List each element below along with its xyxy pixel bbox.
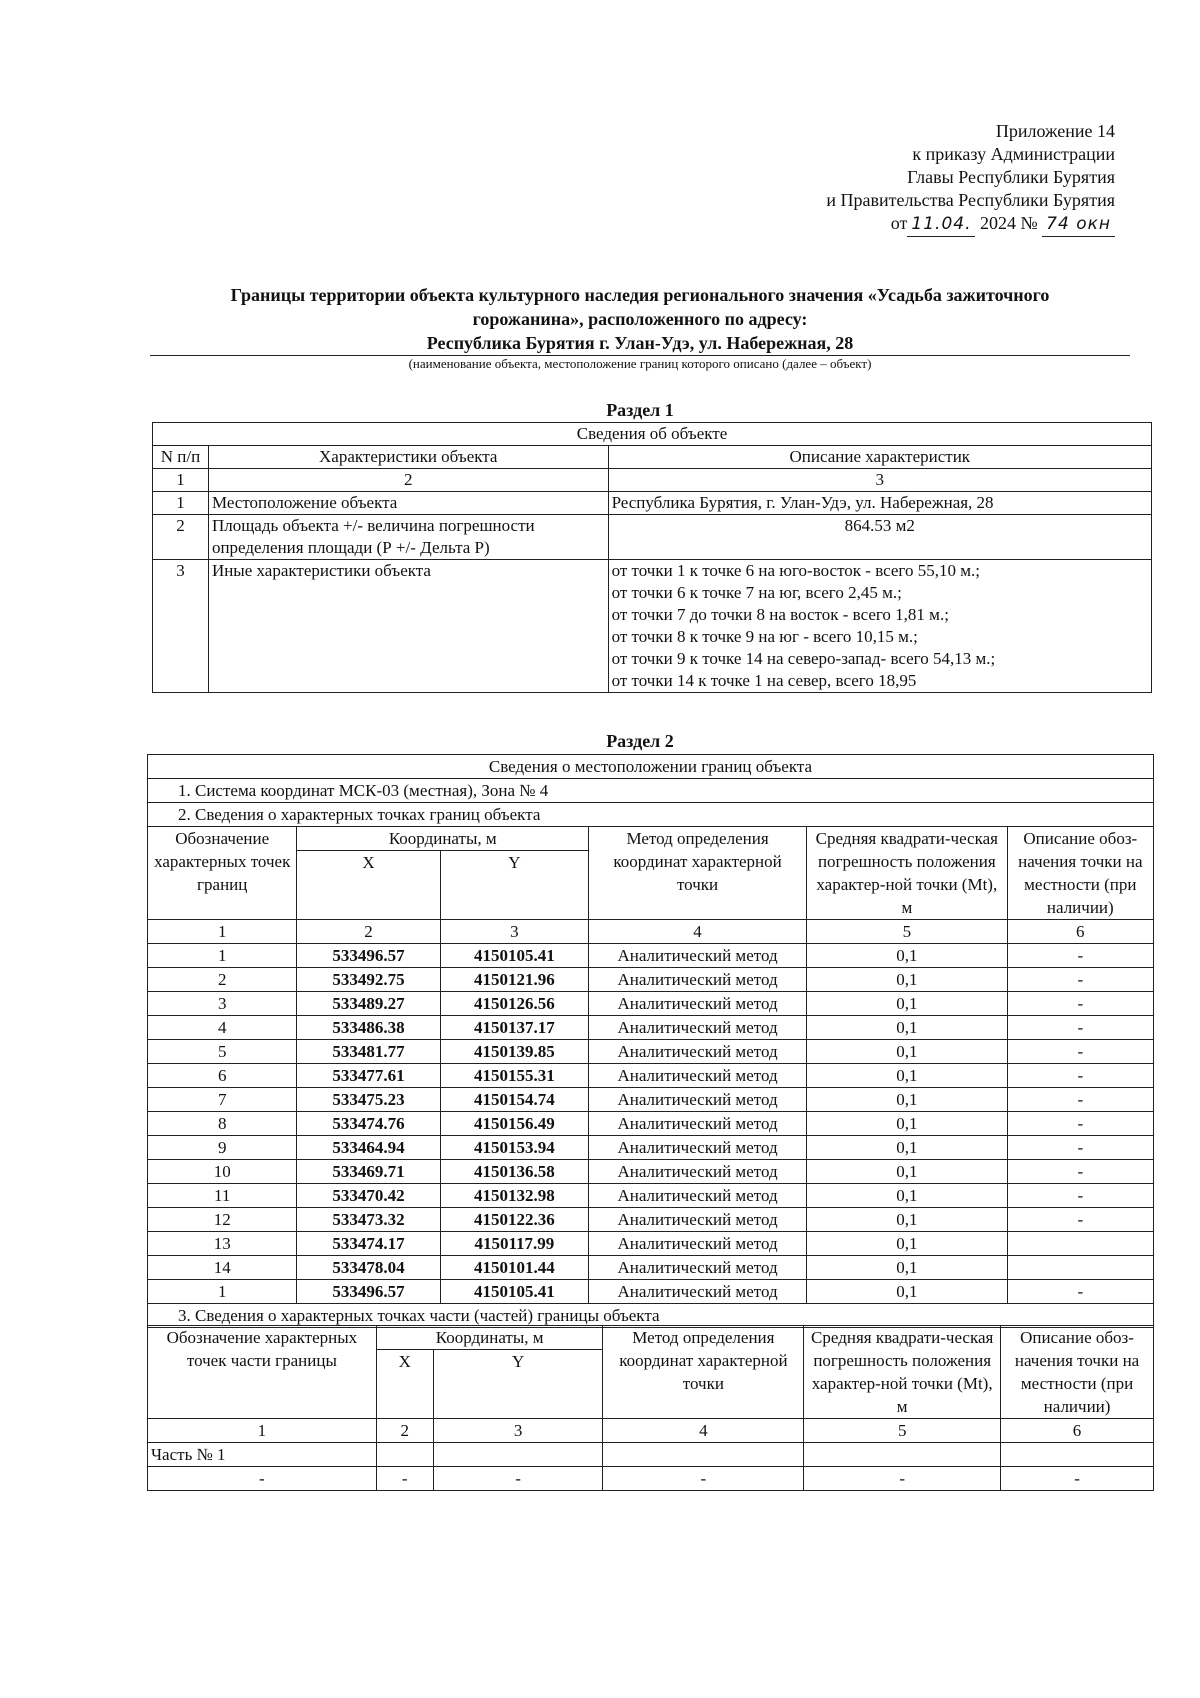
desc-line: от точки 8 к точке 9 на юг - всего 10,15 м.; <box>611 627 918 646</box>
coord-y: 4150139.85 <box>440 1040 588 1064</box>
section2-table-title: Сведения о местоположении границ объекта <box>148 755 1154 779</box>
coord-y: 4150121.96 <box>440 968 588 992</box>
point-desc: - <box>1007 944 1153 968</box>
column-number: 2 <box>297 920 440 944</box>
method: Аналитический метод <box>589 1208 807 1232</box>
column-number: 5 <box>807 920 1008 944</box>
table-row <box>148 1280 1154 1304</box>
appendix-line-2: к приказу Администрации <box>912 144 1115 164</box>
point-id: 8 <box>148 1112 297 1136</box>
column-number: 6 <box>1001 1419 1154 1443</box>
row-number: 2 <box>153 515 209 560</box>
table-row <box>148 1184 1154 1208</box>
mt-value: 0,1 <box>807 1280 1008 1304</box>
coord-x: 533496.57 <box>297 944 440 968</box>
column-number: 4 <box>589 920 807 944</box>
part-label: Часть № 1 <box>148 1443 377 1467</box>
header-coords: Координаты, м <box>376 1326 603 1350</box>
point-desc: - <box>1007 1280 1153 1304</box>
column-number: 4 <box>603 1419 804 1443</box>
coord-x: 533474.17 <box>297 1232 440 1256</box>
coord-system: 1. Система координат МСК-03 (местная), Зона № 4 <box>148 779 1154 803</box>
column-number: 1 <box>153 469 209 492</box>
empty-cell <box>376 1443 433 1467</box>
method: Аналитический метод <box>589 944 807 968</box>
mt-value: 0,1 <box>807 1112 1008 1136</box>
column-number: 6 <box>1007 920 1153 944</box>
characteristic-name <box>208 515 608 560</box>
coord-y: 4150122.36 <box>440 1208 588 1232</box>
table-row <box>148 1112 1154 1136</box>
table-row <box>148 1256 1154 1280</box>
coord-y: 4150136.58 <box>440 1160 588 1184</box>
point-id: 9 <box>148 1136 297 1160</box>
table-row <box>148 1136 1154 1160</box>
appendix-line-3: Главы Республики Бурятия <box>907 167 1115 187</box>
coord-x: 533470.42 <box>297 1184 440 1208</box>
point-id: 14 <box>148 1256 297 1280</box>
point-desc: - <box>1007 1064 1153 1088</box>
mt-value: 0,1 <box>807 1256 1008 1280</box>
characteristic-name: Местоположение объекта <box>208 492 608 515</box>
coord-x: 533486.38 <box>297 1016 440 1040</box>
title-caption: (наименование объекта, местоположение границ которого описано (далее – объект) <box>408 356 872 371</box>
appendix-date-line <box>826 212 1115 237</box>
empty-cell <box>433 1443 603 1467</box>
part-cell: - <box>1001 1467 1154 1491</box>
column-number: 3 <box>608 469 1151 492</box>
table-row <box>148 1160 1154 1184</box>
characteristic-desc <box>608 560 1151 693</box>
date-year: 2024 № <box>979 213 1038 233</box>
point-id: 4 <box>148 1016 297 1040</box>
mt-value: 0,1 <box>807 1184 1008 1208</box>
coord-y: 4150153.94 <box>440 1136 588 1160</box>
section2-title: Раздел 2 <box>606 731 674 751</box>
coord-x: 533477.61 <box>297 1064 440 1088</box>
point-id: 2 <box>148 968 297 992</box>
header-mt: Средняя квадрати-ческая погрешность положения характер-ной точки (Mt), м <box>807 827 1008 920</box>
header-part-point: Обозначение характерных точек части границы <box>148 1326 377 1419</box>
table-row <box>148 1040 1154 1064</box>
point-desc: - <box>1007 1112 1153 1136</box>
coord-y: 4150126.56 <box>440 992 588 1016</box>
header-method: Метод определения координат характерной точки <box>589 827 807 920</box>
mt-value: 0,1 <box>807 944 1008 968</box>
coord-x: 533473.32 <box>297 1208 440 1232</box>
coord-y: 4150105.41 <box>440 1280 588 1304</box>
empty-cell <box>804 1443 1001 1467</box>
coord-y: 4150105.41 <box>440 944 588 968</box>
point-desc: - <box>1007 1040 1153 1064</box>
column-number: 2 <box>376 1419 433 1443</box>
coord-y: 4150154.74 <box>440 1088 588 1112</box>
coord-y: 4150132.98 <box>440 1184 588 1208</box>
point-desc: - <box>1007 1160 1153 1184</box>
table-row <box>148 1232 1154 1256</box>
coord-x: 533474.76 <box>297 1112 440 1136</box>
table-row <box>153 515 1152 560</box>
table-row <box>148 1016 1154 1040</box>
mt-value: 0,1 <box>807 1208 1008 1232</box>
desc-line: от точки 14 к точке 1 на север, всего 18,95 <box>611 671 917 690</box>
coord-y: 4150155.31 <box>440 1064 588 1088</box>
point-id: 1 <box>148 1280 297 1304</box>
part-cell: - <box>433 1467 603 1491</box>
coord-x: 533496.57 <box>297 1280 440 1304</box>
header-method: Метод определения координат характерной точки <box>603 1326 804 1419</box>
method: Аналитический метод <box>589 968 807 992</box>
header-cell: Описание характеристик <box>608 446 1151 469</box>
coord-x: 533478.04 <box>297 1256 440 1280</box>
coord-x: 533489.27 <box>297 992 440 1016</box>
empty-cell <box>603 1443 804 1467</box>
title-line-2: горожанина», расположенного по адресу: <box>472 309 808 329</box>
section1-table-title: Сведения об объекте <box>153 423 1152 446</box>
name-line: Площадь объекта +/- величина погрешности <box>211 516 535 535</box>
desc-line: от точки 7 до точки 8 на восток - всего 1,81 м.; <box>611 605 949 624</box>
characteristic-desc: Республика Бурятия, г. Улан-Удэ, ул. Набережная, 28 <box>608 492 1151 515</box>
point-desc: - <box>1007 992 1153 1016</box>
column-number: 3 <box>440 920 588 944</box>
section2-points-table <box>147 754 1154 1328</box>
desc-line: от точки 9 к точке 14 на северо-запад- всего 54,13 м.; <box>611 649 996 668</box>
mt-value: 0,1 <box>807 1232 1008 1256</box>
point-id: 11 <box>148 1184 297 1208</box>
part-cell: - <box>376 1467 433 1491</box>
title-line-1: Границы территории объекта культурного наследия регионального значения «Усадьба зажиточного <box>230 285 1050 305</box>
appendix-line-4: и Правительства Республики Бурятия <box>826 190 1115 210</box>
empty-cell <box>1001 1443 1154 1467</box>
mt-value: 0,1 <box>807 1064 1008 1088</box>
method: Аналитический метод <box>589 1280 807 1304</box>
point-id: 1 <box>148 944 297 968</box>
table-row <box>148 1064 1154 1088</box>
table-row <box>148 944 1154 968</box>
header-point: Обозначение характерных точек границ <box>148 827 297 920</box>
method: Аналитический метод <box>589 1184 807 1208</box>
point-id: 3 <box>148 992 297 1016</box>
header-desc: Описание обоз-начения точки на местности (при наличии) <box>1007 827 1153 920</box>
point-id: 10 <box>148 1160 297 1184</box>
method: Аналитический метод <box>589 1064 807 1088</box>
mt-value: 0,1 <box>807 1016 1008 1040</box>
header-coords: Координаты, м <box>297 827 589 851</box>
parts-subtitle: 3. Сведения о характерных точках части (частей) границы объекта <box>148 1304 1154 1328</box>
method: Аналитический метод <box>589 992 807 1016</box>
coord-x: 533481.77 <box>297 1040 440 1064</box>
desc-line: от точки 6 к точке 7 на юг, всего 2,45 м.; <box>611 583 902 602</box>
appendix-line-1: Приложение 14 <box>995 121 1115 141</box>
point-id: 7 <box>148 1088 297 1112</box>
column-number: 2 <box>208 469 608 492</box>
coord-y: 4150156.49 <box>440 1112 588 1136</box>
row-number: 3 <box>153 560 209 693</box>
method: Аналитический метод <box>589 1160 807 1184</box>
coord-x: 533492.75 <box>297 968 440 992</box>
part-cell: - <box>148 1467 377 1491</box>
point-id: 12 <box>148 1208 297 1232</box>
section1-table <box>152 422 1152 693</box>
coord-x: 533469.71 <box>297 1160 440 1184</box>
section2-parts-table <box>147 1325 1154 1491</box>
point-id: 13 <box>148 1232 297 1256</box>
point-desc: - <box>1007 1136 1153 1160</box>
method: Аналитический метод <box>589 1088 807 1112</box>
header-y: Y <box>433 1350 603 1419</box>
point-desc: - <box>1007 1016 1153 1040</box>
coord-x: 533464.94 <box>297 1136 440 1160</box>
name-line: определения площади (Р +/- Дельта Р) <box>211 538 490 557</box>
point-id: 6 <box>148 1064 297 1088</box>
date-prefix: от <box>890 213 908 233</box>
row-number: 1 <box>153 492 209 515</box>
mt-value: 0,1 <box>807 992 1008 1016</box>
method: Аналитический метод <box>589 1256 807 1280</box>
part-cell: - <box>804 1467 1001 1491</box>
point-desc: - <box>1007 1088 1153 1112</box>
title-line-3: Республика Бурятия г. Улан-Удэ, ул. Набережная, 28 <box>150 331 1130 356</box>
method: Аналитический метод <box>589 1016 807 1040</box>
column-number: 1 <box>148 1419 377 1443</box>
table-row <box>153 492 1152 515</box>
point-desc <box>1007 1232 1153 1256</box>
header-mt: Средняя квадрати-ческая погрешность положения характер-ной точки (Mt), м <box>804 1326 1001 1419</box>
column-number: 5 <box>804 1419 1001 1443</box>
mt-value: 0,1 <box>807 1136 1008 1160</box>
mt-value: 0,1 <box>807 1040 1008 1064</box>
point-desc <box>1007 1256 1153 1280</box>
header-cell: Характеристики объекта <box>208 446 608 469</box>
table-row <box>148 968 1154 992</box>
table-row <box>148 992 1154 1016</box>
method: Аналитический метод <box>589 1112 807 1136</box>
appendix-header <box>826 120 1115 237</box>
points-subtitle: 2. Сведения о характерных точках границ объекта <box>148 803 1154 827</box>
mt-value: 0,1 <box>807 1160 1008 1184</box>
header-x: X <box>376 1350 433 1419</box>
characteristic-desc: 864.53 м2 <box>608 515 1151 560</box>
handwritten-number: 74 окн <box>1042 213 1115 237</box>
table-row <box>153 560 1152 693</box>
point-desc: - <box>1007 1184 1153 1208</box>
header-cell: N п/п <box>153 446 209 469</box>
table-row <box>148 1208 1154 1232</box>
column-number: 3 <box>433 1419 603 1443</box>
header-y: Y <box>440 851 588 920</box>
section1-title: Раздел 1 <box>606 400 674 420</box>
handwritten-date: 11.04. <box>907 213 975 237</box>
header-x: X <box>297 851 440 920</box>
coord-y: 4150101.44 <box>440 1256 588 1280</box>
point-desc: - <box>1007 1208 1153 1232</box>
method: Аналитический метод <box>589 1040 807 1064</box>
mt-value: 0,1 <box>807 968 1008 992</box>
characteristic-name: Иные характеристики объекта <box>208 560 608 693</box>
document-title <box>150 283 1130 356</box>
point-desc: - <box>1007 968 1153 992</box>
mt-value: 0,1 <box>807 1088 1008 1112</box>
coord-y: 4150137.17 <box>440 1016 588 1040</box>
method: Аналитический метод <box>589 1232 807 1256</box>
desc-line: от точки 1 к точке 6 на юго-восток - всего 55,10 м.; <box>611 561 980 580</box>
point-id: 5 <box>148 1040 297 1064</box>
header-desc: Описание обоз-начения точки на местности (при наличии) <box>1001 1326 1154 1419</box>
method: Аналитический метод <box>589 1136 807 1160</box>
part-cell: - <box>603 1467 804 1491</box>
coord-y: 4150117.99 <box>440 1232 588 1256</box>
coord-x: 533475.23 <box>297 1088 440 1112</box>
table-row <box>148 1088 1154 1112</box>
column-number: 1 <box>148 920 297 944</box>
